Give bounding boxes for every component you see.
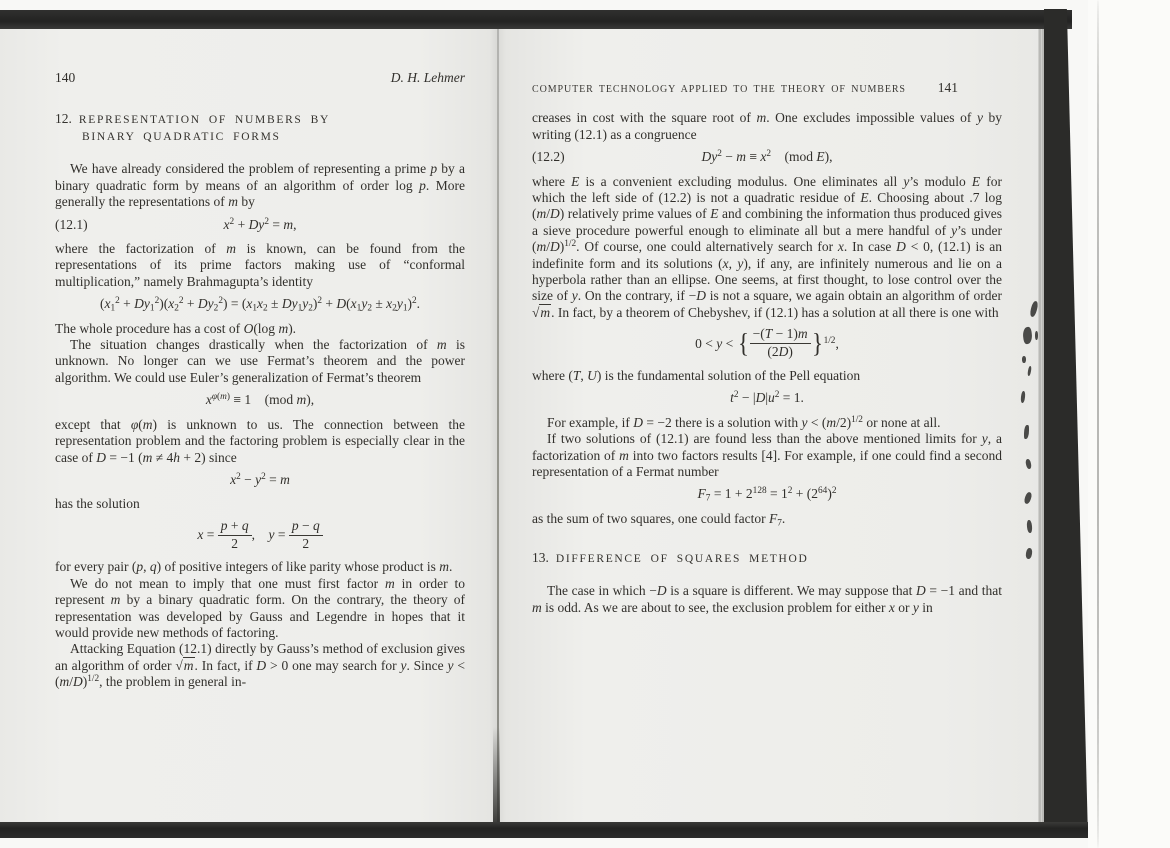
equation-body: x = $\frac{p + q}{2}$ , y = $\frac{p - q}{2}$ [197, 527, 322, 542]
paragraph: as the sum of two squares, one could factor $F_7$. [532, 510, 786, 529]
paragraph: The case in which −D is a square is different. We may suppose that D = −1 and that m is odd. As we are about to see, the exclusion problem for either x or y in [532, 583, 1003, 615]
right-page-body [532, 110, 1002, 616]
display-equation [532, 390, 1002, 406]
section-title-line: DIFFERENCE OF SQUARES METHOD [555, 553, 809, 566]
section-heading [532, 549, 1002, 568]
equation-body: $Dy^2 - m \equiv x^2$ (mod E), [701, 149, 833, 165]
equation-label: (12.2) [532, 149, 565, 165]
display-equation [55, 519, 465, 552]
equation-body: $(x_1^2 + Dy_1^2)(x_2^2 + Dy_2^2) = (x_1x_2 \pm Dy_1y_2)^2 + D(x_1y_2 \pm x_2y_1)^2$. [99, 296, 420, 314]
running-head-author: D. H. Lehmer [390, 70, 465, 85]
display-equation [532, 149, 1002, 165]
left-page [55, 70, 465, 691]
paragraph: has the solution [55, 496, 140, 512]
display-equation [55, 217, 465, 233]
right-page-header [532, 80, 1002, 98]
equation-body: $F_7 = 1 + 2^{128} = 1^2 + (2^{64})^2$ [697, 486, 837, 504]
paragraph: If two solutions of (12.1) are found less than the above mentioned limits for y, a factorization of m into two factors results [4]. For example, if one could find a second representation of a Fermat number [532, 431, 1003, 479]
book-cover-right-edge [1044, 9, 1088, 838]
paragraph: where E is a convenient excluding modulus. One eliminates all y’s modulo E for which the left side of (12.2) is not a quadratic residue of E. Choosing about .7 log (m/D) relatively prime values of E and combining the information thus produced gives a sieve procedure powerful enough to eliminate all but a mere handful of y’s under $(m/D)^{1/2}$. Of course, one could alternatively search for x. In case D < 0, (12.1) is an indefinite form and its solutions (x, y), if any, are infinitely numerous and lie on a hyperbola rather than an ellipse. One seems, at first thought, to lose control over the size of y. On the contrary, if −D is not a square, we again obtain an algorithm of order √m. In fact, by a theorem of Chebyshev, if (12.1) has a solution at all there is one with [532, 173, 1002, 320]
display-equation [532, 486, 1002, 502]
page-number: 140 [55, 70, 76, 85]
section-number: 13. [532, 550, 549, 566]
section-title-line: BINARY QUADRATIC FORMS [82, 131, 281, 144]
paragraph: where (T, U) is the fundamental solution of the Pell equation [532, 367, 861, 383]
equation-body: $x^{\varphi(m)} \equiv 1$ (mod m), [205, 392, 315, 408]
paragraph: The situation changes drastically when the factorization of m is unknown. No longer can we use Fermat’s theorem and the power algorithm. We could use Euler’s generalization of Fermat’s theorem [55, 337, 465, 385]
background-paper-edge [1097, 0, 1099, 848]
paragraph: creases in cost with the square root of m. One excludes impossible values of y by writing (12.1) as a congruence [532, 110, 1003, 142]
paragraph: For example, if D = −2 there is a solution with $y < (m/2)^{1/2}$ or none at all. [547, 414, 941, 430]
equation-body: 0 < y < { $\frac{-(T - 1)m}{(2D)}$ }$^{1/2}$, [695, 326, 839, 360]
section-title-line: REPRESENTATION OF NUMBERS BY [78, 114, 330, 127]
paragraph: for every pair (p, q) of positive integers of like parity whose product is m. [55, 559, 453, 575]
right-page [532, 80, 1002, 616]
display-equation [55, 472, 465, 488]
book-cover-bottom-edge [0, 822, 1088, 838]
equation-body: $x^2 + Dy^2 = m$, [223, 216, 297, 232]
paragraph: The whole procedure has a cost of O(log m). [55, 320, 297, 336]
paragraph: where the factorization of m is known, can be found from the representations of its prime factors making use of “conformal multiplication,” namely Brahmagupta’s identity [55, 241, 465, 289]
page-gutter-shadow-bottom [493, 727, 500, 822]
display-equation [55, 392, 465, 408]
display-equation [532, 327, 1002, 360]
left-page-header [55, 70, 465, 86]
paragraph: Attacking Equation (12.1) directly by Gauss’s method of exclusion gives an algorithm of order √m. In fact, if D > 0 one may search for y. Since $y < (m/D)^{1/2}$, the problem in general in- [55, 641, 465, 690]
ink-mark [1022, 356, 1026, 363]
equation-body: $x^2 - y^2 = m$ [230, 471, 290, 487]
paragraph: except that φ(m) is unknown to us. The connection between the representation problem and the factoring problem is especially clear in the case of D = −1 (m ≠ 4h + 2) since [55, 416, 465, 465]
paragraph: We do not mean to imply that one must first factor m in order to represent m by a binary quadratic form. On the contrary, the theory of representation was developed by Gauss and Legendre in hopes that it would provide new methods of factoring. [55, 575, 465, 641]
page-gutter-shadow [497, 29, 499, 822]
display-equation [55, 296, 465, 312]
equation-label: (12.1) [55, 216, 88, 232]
paragraph: We have already considered the problem of representing a prime p by a binary quadratic form by means of an algorithm of order log p. More generally the representations of m by [55, 161, 465, 210]
equation-body: $t^2 - |D|u^2 = 1$. [730, 390, 804, 406]
page-number: 141 [937, 80, 958, 95]
running-head-title: COMPUTER TECHNOLOGY APPLIED TO THE THEORY OF NUMBERS [532, 84, 906, 95]
scan-background [1088, 0, 1170, 848]
section-heading [55, 110, 465, 146]
book-cover-top-edge [0, 10, 1072, 29]
left-page-body [55, 110, 465, 690]
section-number: 12. [55, 111, 72, 127]
ink-mark [1035, 331, 1038, 340]
